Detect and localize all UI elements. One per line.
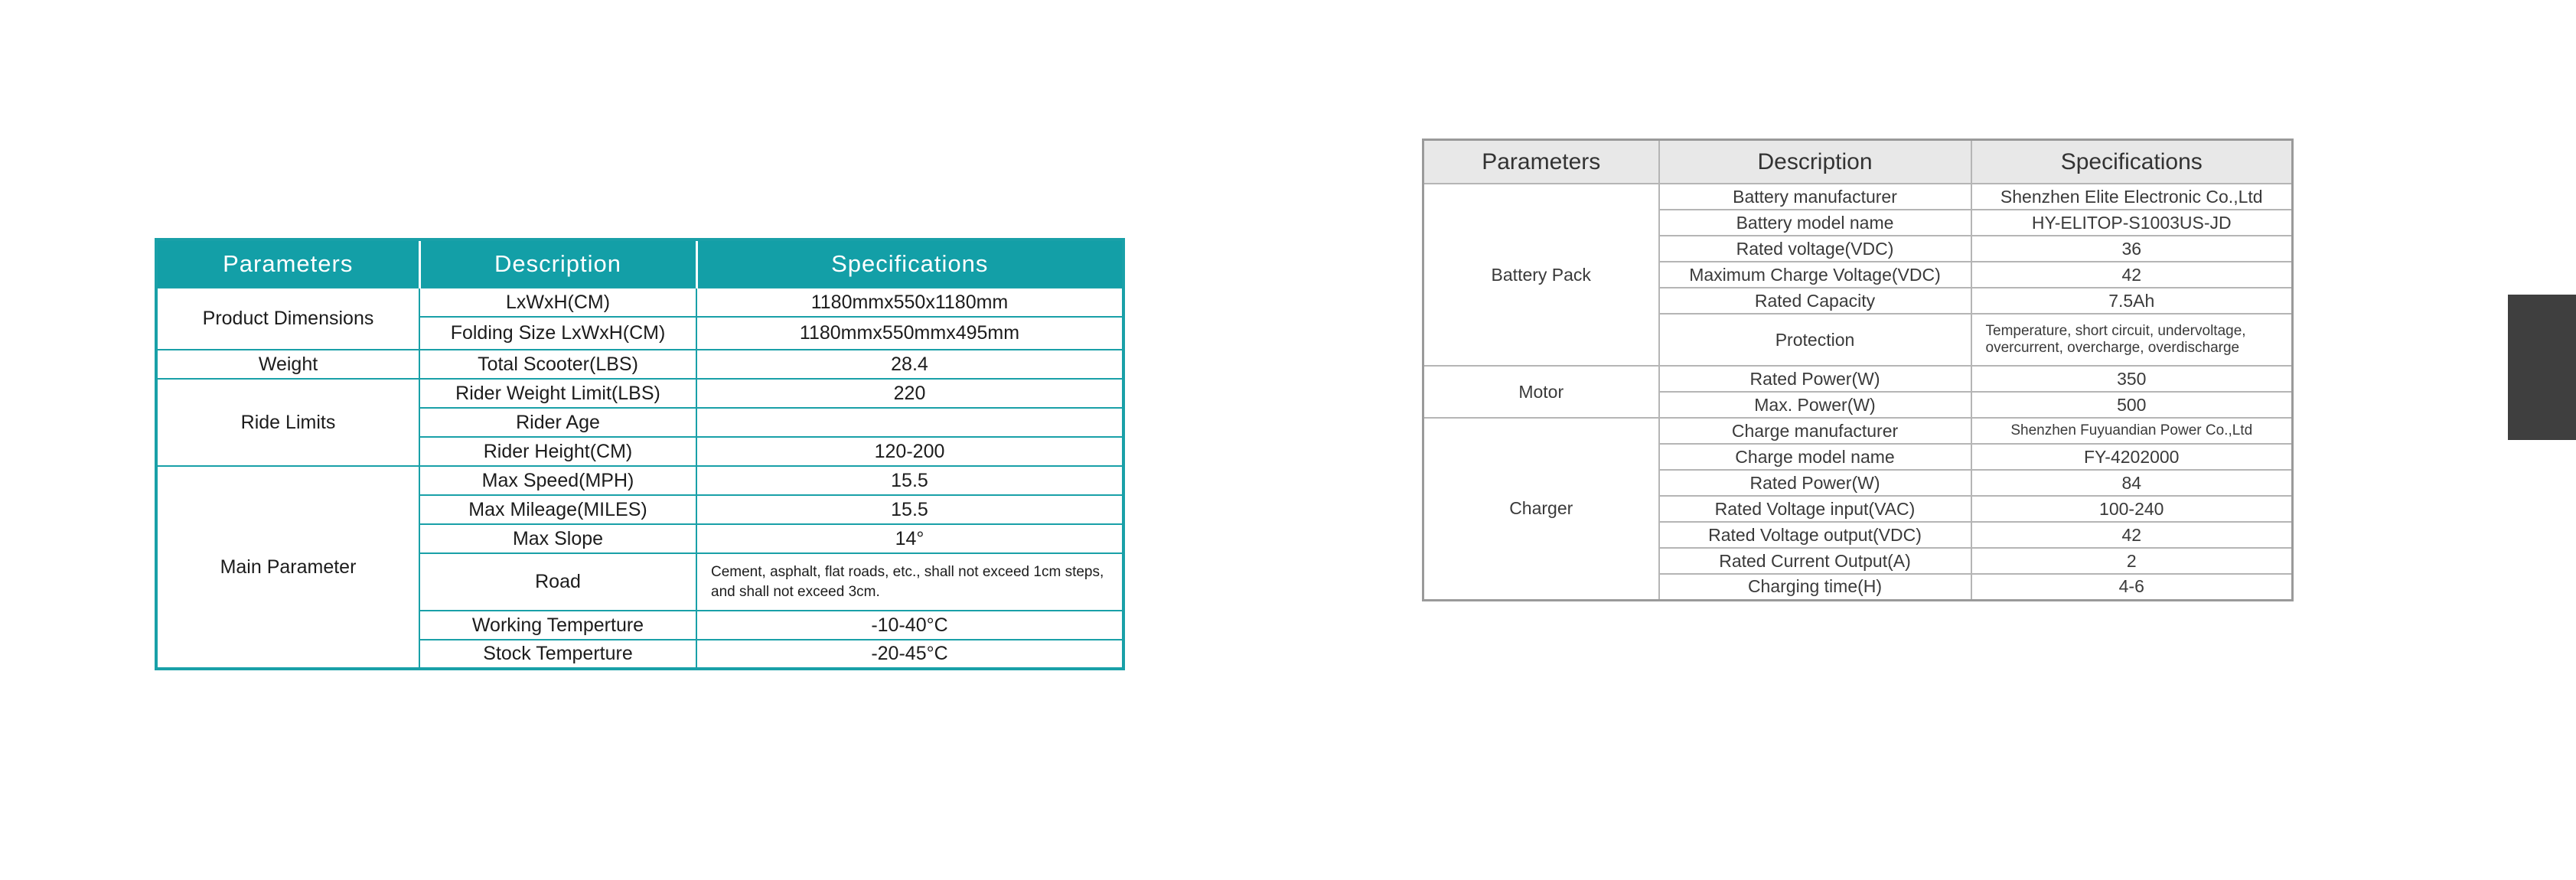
group-product-dimensions: Product Dimensions (156, 288, 419, 350)
table-row (1423, 418, 2293, 444)
row-spec: 84 (1971, 470, 2293, 496)
group-main-parameter: Main Parameter (156, 466, 419, 669)
row-spec: -20-45°C (696, 640, 1123, 669)
row-desc: Stock Temperture (419, 640, 696, 669)
group-charger: Charger (1423, 418, 1659, 600)
row-spec: 100-240 (1971, 496, 2293, 522)
row-spec: 42 (1971, 522, 2293, 548)
row-spec: 7.5Ah (1971, 288, 2293, 314)
row-desc: Max Slope (419, 524, 696, 553)
col-header-parameters: Parameters (156, 240, 419, 288)
row-desc: Rated Voltage output(VDC) (1659, 522, 1971, 548)
row-desc: Charging time(H) (1659, 574, 1971, 600)
row-desc: Rated Power(W) (1659, 366, 1971, 392)
row-spec (696, 408, 1123, 437)
group-weight: Weight (156, 350, 419, 379)
row-spec: 15.5 (696, 495, 1123, 524)
header-row (1423, 140, 2293, 184)
row-spec: 2 (1971, 548, 2293, 574)
battery-spec-table (1422, 139, 2294, 601)
col-header-specifications: Specifications (696, 240, 1123, 288)
row-desc: Charge manufacturer (1659, 418, 1971, 444)
row-spec: 28.4 (696, 350, 1123, 379)
table-row (156, 350, 1123, 379)
row-desc: Protection (1659, 314, 1971, 366)
row-desc: Rider Weight Limit(LBS) (419, 379, 696, 408)
row-spec: Shenzhen Elite Electronic Co.,Ltd (1971, 184, 2293, 210)
row-spec: HY-ELITOP-S1003US-JD (1971, 210, 2293, 236)
row-desc: LxWxH(CM) (419, 288, 696, 317)
col-header-description: Description (1659, 140, 1971, 184)
group-ride-limits: Ride Limits (156, 379, 419, 466)
row-desc: Rider Age (419, 408, 696, 437)
scooter-spec-table (155, 238, 1125, 670)
row-desc: Max Mileage(MILES) (419, 495, 696, 524)
row-spec: 1180mmx550x1180mm (696, 288, 1123, 317)
row-spec: 220 (696, 379, 1123, 408)
row-desc: Rated voltage(VDC) (1659, 236, 1971, 262)
row-desc: Folding Size LxWxH(CM) (419, 317, 696, 350)
row-desc: Rated Power(W) (1659, 470, 1971, 496)
table-row (156, 288, 1123, 317)
row-spec: 120-200 (696, 437, 1123, 466)
row-spec: 14° (696, 524, 1123, 553)
row-desc: Rider Height(CM) (419, 437, 696, 466)
row-desc: Max. Power(W) (1659, 392, 1971, 418)
row-spec: 15.5 (696, 466, 1123, 495)
row-desc: Road (419, 553, 696, 611)
row-spec: Shenzhen Fuyuandian Power Co.,Ltd (1971, 418, 2293, 444)
row-desc: Rated Voltage input(VAC) (1659, 496, 1971, 522)
col-header-parameters: Parameters (1423, 140, 1659, 184)
col-header-description: Description (419, 240, 696, 288)
row-desc: Total Scooter(LBS) (419, 350, 696, 379)
row-desc: Rated Current Output(A) (1659, 548, 1971, 574)
row-desc: Charge model name (1659, 444, 1971, 470)
row-desc: Battery manufacturer (1659, 184, 1971, 210)
row-desc: Rated Capacity (1659, 288, 1971, 314)
table-row (156, 379, 1123, 408)
side-panel-block (2508, 295, 2576, 440)
header-row (156, 240, 1123, 288)
row-spec: 1180mmx550mmx495mm (696, 317, 1123, 350)
row-desc: Max Speed(MPH) (419, 466, 696, 495)
row-spec: 350 (1971, 366, 2293, 392)
col-header-specifications: Specifications (1971, 140, 2293, 184)
row-spec: 36 (1971, 236, 2293, 262)
group-motor: Motor (1423, 366, 1659, 418)
row-spec: Temperature, short circuit, undervoltage, overcurrent, overcharge, overdischarge (1971, 314, 2293, 366)
row-spec: 4-6 (1971, 574, 2293, 600)
group-battery-pack: Battery Pack (1423, 184, 1659, 366)
row-spec: -10-40°C (696, 611, 1123, 640)
table-row (1423, 366, 2293, 392)
row-spec: Cement, asphalt, flat roads, etc., shall not exceed 1cm steps, and shall not exceed 3cm. (696, 553, 1123, 611)
row-desc: Working Temperture (419, 611, 696, 640)
table-row (156, 466, 1123, 495)
row-spec: 500 (1971, 392, 2293, 418)
table-row (1423, 184, 2293, 210)
row-spec: FY-4202000 (1971, 444, 2293, 470)
row-spec: 42 (1971, 262, 2293, 288)
row-desc: Maximum Charge Voltage(VDC) (1659, 262, 1971, 288)
row-desc: Battery model name (1659, 210, 1971, 236)
